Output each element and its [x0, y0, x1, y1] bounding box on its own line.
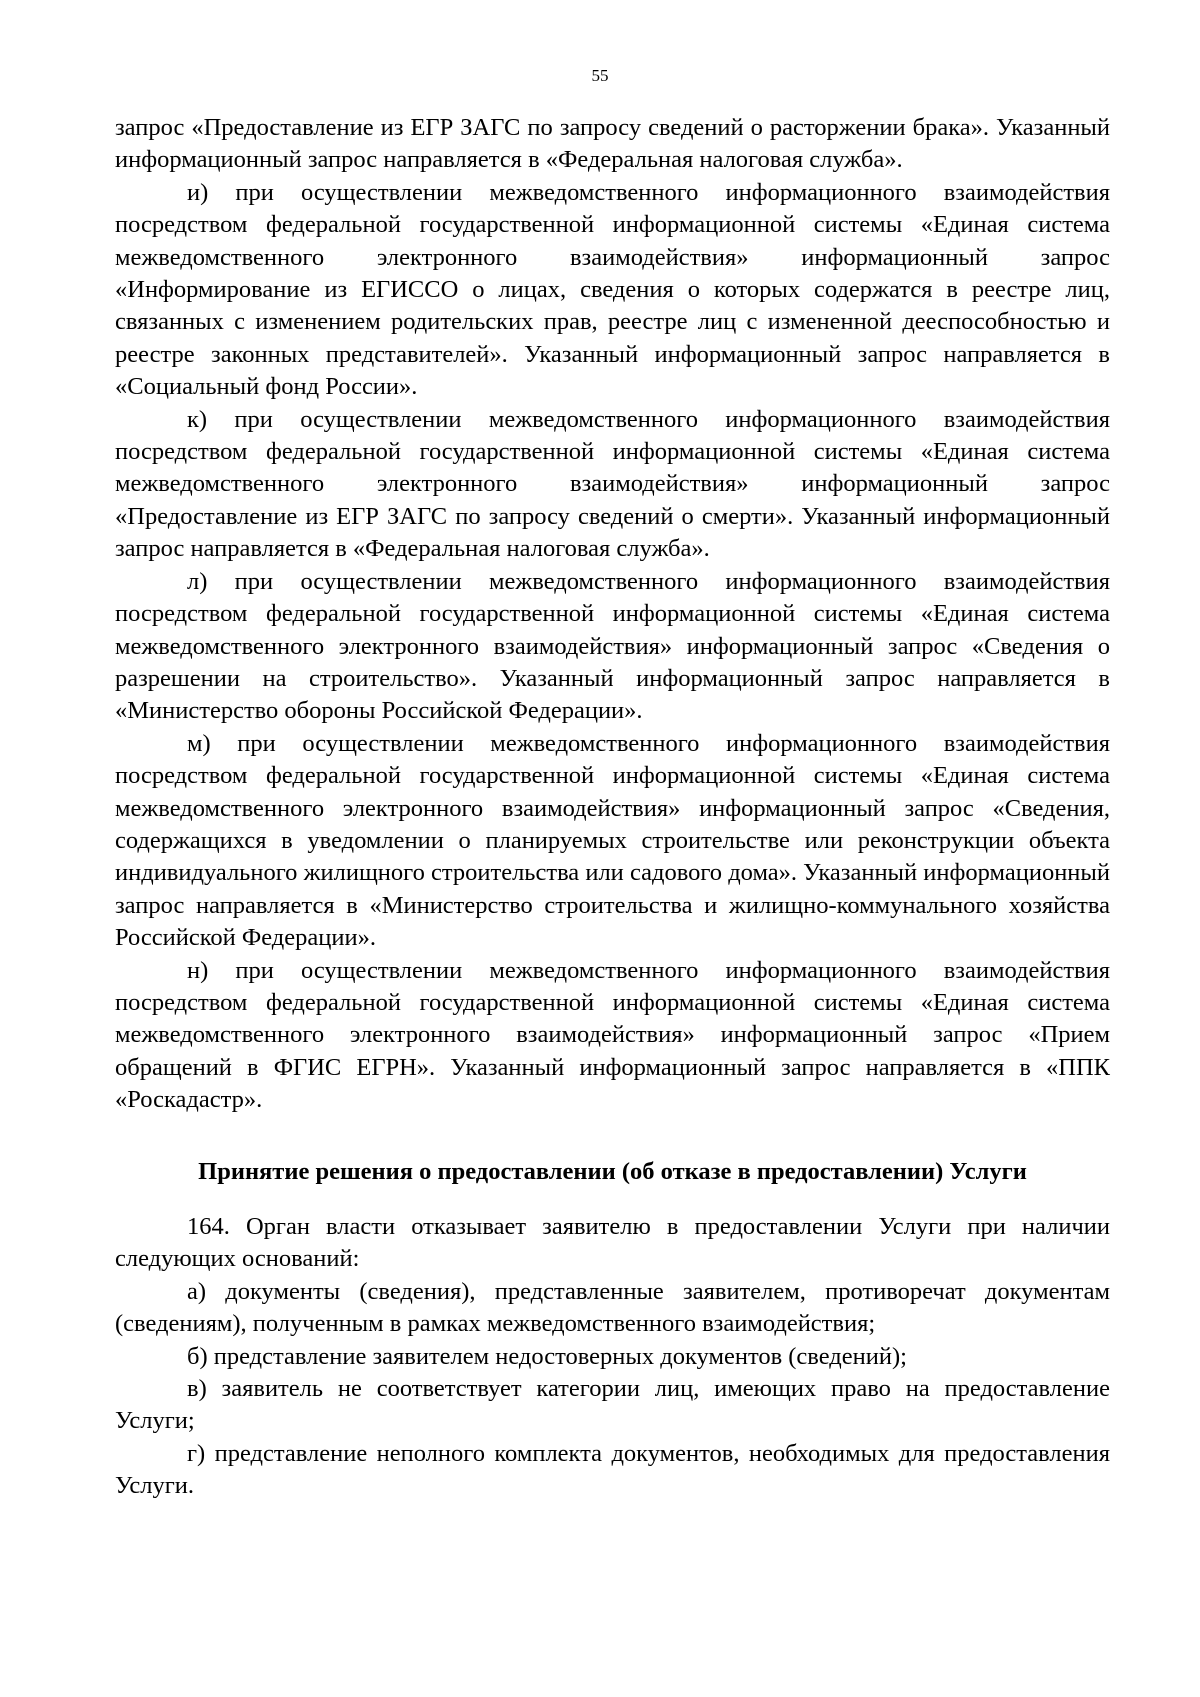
paragraph-item-a: а) документы (сведения), представленные заявителем, противоречат документам (сведениям), полученным в рамках межведомственного взаимодействия; [115, 1277, 1110, 1338]
paragraph-item-g: г) представление неполного комплекта документов, необходимых для предоставления Услуги. [115, 1439, 1110, 1500]
paragraph-item-m: м) при осуществлении межведомственного информационного взаимодействия посредством федеральной государственной информационной системы «Единая система межведомственного электронного взаимодействия» информационный запрос «Сведения, содержащихся в уведомлении о планируемых строительстве или реконструкции объекта индивидуального жилищного строительства или садового дома». Указанный информационный запрос направляется в «Министерство строительства и жилищно-коммунального хозяйства Российской Федерации». [115, 729, 1110, 952]
paragraph-item-l: л) при осуществлении межведомственного информационного взаимодействия посредством федеральной государственной информационной системы «Единая система межведомственного электронного взаимодействия» информационный запрос «Сведения о разрешении на строительство». Указанный информационный запрос направляется в «Министерство обороны Российской Федерации». [115, 567, 1110, 725]
section-heading: Принятие решения о предоставлении (об отказе в предоставлении) Услуги [198, 1157, 1027, 1185]
paragraph-item-k: к) при осуществлении межведомственного информационного взаимодействия посредством федеральной государственной информационной системы «Единая система межведомственного электронного взаимодействия» информационный запрос «Предоставление из ЕГР ЗАГС по запросу сведений о смерти». Указанный информационный запрос направляется в «Федеральная налоговая служба». [115, 405, 1110, 563]
paragraph-item-b: б) представление заявителем недостоверных документов (сведений); [187, 1342, 907, 1370]
paragraph-item-n: н) при осуществлении межведомственного информационного взаимодействия посредством федеральной государственной информационной системы «Единая система межведомственного электронного взаимодействия» информационный запрос «Прием обращений в ФГИС ЕГРН». Указанный информационный запрос направляется в «ППК «Роскадастр». [115, 956, 1110, 1114]
page-number: 55 [591, 66, 609, 85]
paragraph-item-i: и) при осуществлении межведомственного информационного взаимодействия посредством федеральной государственной информационной системы «Единая система межведомственного электронного взаимодействия» информационный запрос «Информирование из ЕГИССО о лицах, сведения о которых содержатся в реестре лиц, связанных с изменением родительских прав, реестре лиц с измененной дееспособностью и реестре законных представителей». Указанный информационный запрос направляется в «Социальный фонд России». [115, 178, 1110, 401]
paragraph-164: 164. Орган власти отказывает заявителю в предоставлении Услуги при наличии следующих оснований: [115, 1213, 1110, 1273]
paragraph-item-v: в) заявитель не соответствует категории лиц, имеющих право на предоставление Услуги; [115, 1375, 1110, 1435]
paragraph-continuation: запрос «Предоставление из ЕГР ЗАГС по запросу сведений о расторжении брака». Указанный информационный запрос направляется в «Федеральная налоговая служба». [115, 114, 1110, 174]
document-body [115, 112, 1110, 1503]
